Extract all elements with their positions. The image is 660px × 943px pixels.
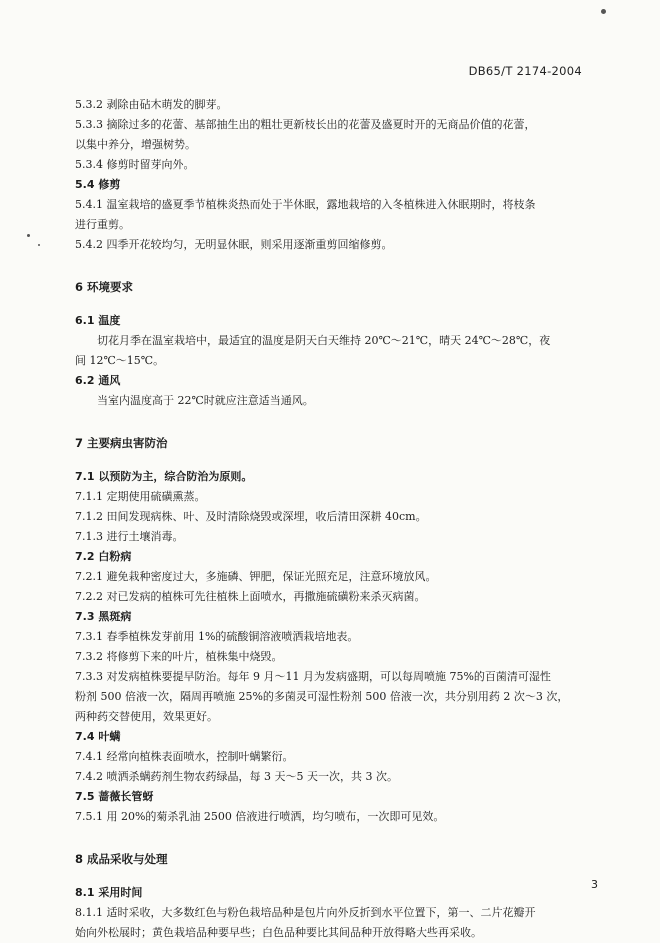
clause-7-1-1: 7.1.1 定期使用硫磺熏蒸。 [75,490,206,503]
clause-6-2-text: 当室内温度高于 22℃时就应注意适当通风。 [97,394,314,407]
clause-5-4-1-cont: 进行重剪。 [75,218,130,231]
clause-5-3-3: 5.3.3 摘除过多的花蕾、基部抽生出的粗壮更新枝长出的花蕾及盛夏时开的无商品价值的花蕾， [75,118,536,131]
clause-5-3-4: 5.3.4 修剪时留芽向外。 [75,158,195,171]
clause-6-1-text: 切花月季在温室栽培中，最适宜的温度是阴天白天维持 20℃～21℃，晴天 24℃～28℃，夜 [97,334,551,347]
clause-7-1-3: 7.1.3 进行土壤消毒。 [75,530,184,543]
heading-7-3: 7.3 黑斑病 [75,610,132,623]
page-number: 3 [591,878,598,891]
clause-7-1-2: 7.1.2 田间发现病株、叶、及时清除烧毁或深埋，收后清田深耕 40cm。 [75,510,427,523]
heading-6-1: 6.1 温度 [75,314,121,327]
heading-7-4: 7.4 叶螨 [75,730,121,743]
heading-8: 8 成品采收与处理 [75,852,168,866]
scan-speck [601,9,606,14]
heading-5-4: 5.4 修剪 [75,178,121,191]
scan-speck [38,244,40,246]
clause-7-2-2: 7.2.2 对已发病的植株可先往植株上面喷水，再撒施硫磺粉来杀灭病菌。 [75,590,426,603]
heading-6-2: 6.2 通风 [75,374,121,387]
clause-7-3-1: 7.3.1 春季植株发芽前用 1%的硫酸铜溶液喷洒栽培地表。 [75,630,359,643]
heading-6: 6 环境要求 [75,280,134,294]
clause-7-5-1: 7.5.1 用 20%的菊杀乳油 2500 倍液进行喷洒，均匀喷布，一次即可见效。 [75,810,445,823]
clause-8-1-1: 8.1.1 适时采收，大多数红色与粉色栽培品种是包片向外反折到水平位置下，第一、二片花瓣开 [75,906,536,919]
heading-8-1: 8.1 采用时间 [75,886,143,899]
clause-5-3-3-cont: 以集中养分，增强树势。 [75,138,196,151]
heading-7-5: 7.5 蔷薇长管蚜 [75,790,154,803]
scan-speck [27,234,30,237]
clause-7-3-2: 7.3.2 将修剪下来的叶片，植株集中烧毁。 [75,650,283,663]
clause-5-4-2: 5.4.2 四季开花较均匀，无明显休眠，则采用逐渐重剪回缩修剪。 [75,238,393,251]
heading-7: 7 主要病虫害防治 [75,436,168,450]
clause-7-2-1: 7.2.1 避免栽种密度过大，多施磷、钾肥，保证光照充足，注意环境放风。 [75,570,437,583]
clause-7-4-2: 7.4.2 喷洒杀螨药剂生物农药绿晶，每 3 天～5 天一次，共 3 次。 [75,770,398,783]
clause-7-3-3-cont2: 两种药交替使用，效果更好。 [75,710,218,723]
clause-7-4-1: 7.4.1 经常向植株表面喷水，控制叶螨繁衍。 [75,750,294,763]
heading-7-1: 7.1 以预防为主，综合防治为原则。 [75,470,253,483]
document-body [75,95,595,943]
clause-7-3-3: 7.3.3 对发病植株要提早防治。每年 9 月～11 月为发病盛期，可以每周喷施 75%的百菌清可湿性 [75,670,551,683]
clause-5-4-1: 5.4.1 温室栽培的盛夏季节植株炎热而处于半休眠，露地栽培的入冬植株进入休眠期时，将枝条 [75,198,536,211]
standard-number-header: DB65/T 2174-2004 [468,64,582,78]
clause-8-1-1-cont: 始向外松展时；黄色栽培品种要早些；白色品种要比其间品种开放得略大些再采收。 [75,926,482,939]
clause-6-1-cont: 间 12℃～15℃。 [75,354,165,367]
heading-7-2: 7.2 白粉病 [75,550,132,563]
clause-5-3-2: 5.3.2 剥除由砧木萌发的脚芽。 [75,98,228,111]
clause-7-3-3-cont1: 粉剂 500 倍液一次，隔周再喷施 25%的多菌灵可湿性粉剂 500 倍液一次，共分别用药 2 次～3 次， [75,690,569,703]
